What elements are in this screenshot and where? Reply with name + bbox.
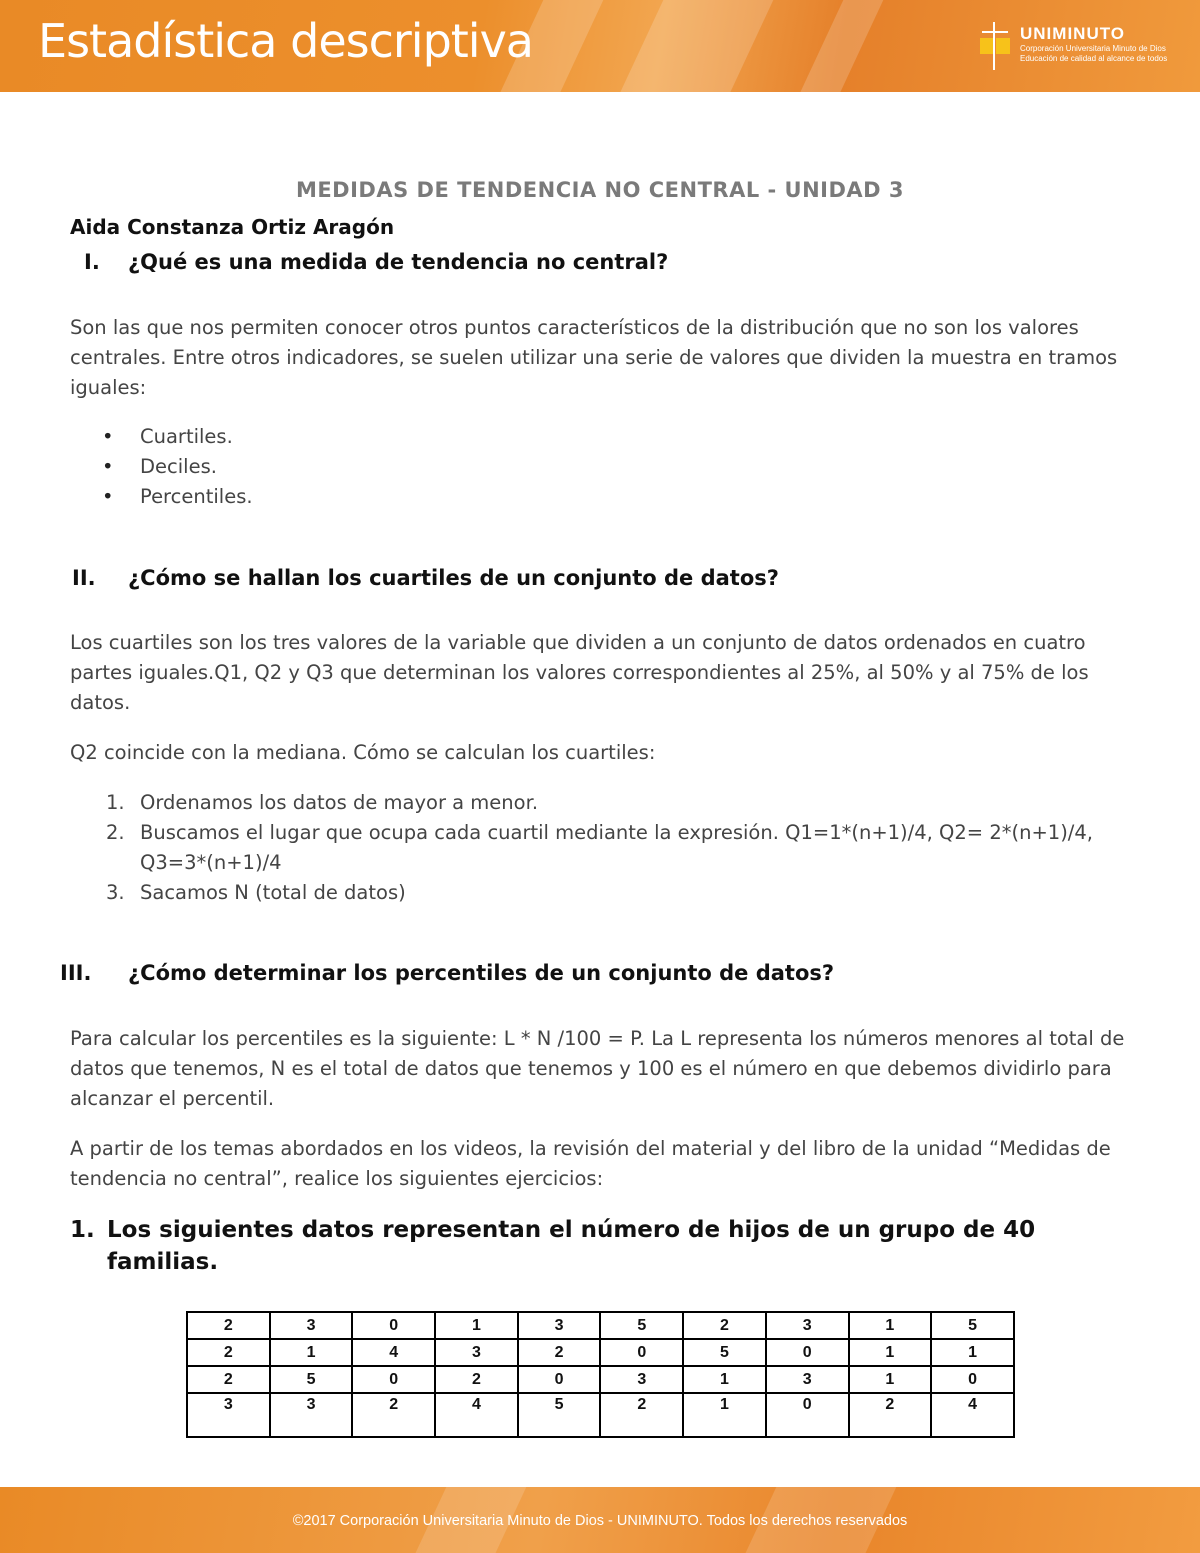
table-cell: 2 xyxy=(683,1312,766,1339)
logo-mark-icon xyxy=(976,20,1016,72)
section-heading-2 xyxy=(72,566,779,590)
section-3-paragraph: A partir de los temas abordados en los videos, la revisión del material y del libro de la unidad “Medidas de tendencia no central”, realice los siguientes ejercicios: xyxy=(70,1137,1111,1190)
list-item: • Percentiles. xyxy=(100,482,253,512)
table-cell: 3 xyxy=(270,1312,353,1339)
section-3-paragraph: Para calcular los percentiles es la siguiente: L * N /100 = P. La L representa los números menores al total de datos que tenemos, N es el total de datos que tenemos y 100 es el número en que debemos dividirlo para alcanzar el percentil. xyxy=(70,1027,1125,1110)
table-cell: 2 xyxy=(600,1393,683,1437)
table-cell: 3 xyxy=(766,1366,849,1393)
section-2-paragraph: Los cuartiles son los tres valores de la variable que dividen a un conjunto de datos ordenados en cuatro partes iguales.Q1, Q2 y Q3 que determinan los valores correspondientes al 25%, al 50% y al 75% de los datos. xyxy=(70,631,1089,714)
table-cell: 0 xyxy=(931,1366,1014,1393)
step-number: 2. xyxy=(106,821,125,844)
table-cell: 5 xyxy=(270,1366,353,1393)
table-body xyxy=(187,1312,1014,1437)
table-cell: 3 xyxy=(766,1312,849,1339)
table-cell: 1 xyxy=(849,1366,932,1393)
step-number: 1. xyxy=(106,791,125,814)
table-cell: 2 xyxy=(435,1366,518,1393)
table-cell: 3 xyxy=(600,1366,683,1393)
table-cell: 2 xyxy=(187,1366,270,1393)
section-heading-1 xyxy=(84,250,668,274)
section-number: II. xyxy=(72,566,96,590)
table-cell: 0 xyxy=(766,1339,849,1366)
list-item xyxy=(100,818,1110,878)
table-cell: 2 xyxy=(187,1312,270,1339)
table-cell: 1 xyxy=(270,1339,353,1366)
author-name: Aida Constanza Ortiz Aragón xyxy=(70,215,395,239)
table-cell: 1 xyxy=(849,1339,932,1366)
logo-name: UNIMINUTO xyxy=(1020,24,1126,43)
section-1-paragraph: Son las que nos permiten conocer otros puntos característicos de la distribución que no son los valores centrales. Entre otros indicadores, se suelen utilizar una serie de valores que dividen la muestra en tramos iguales: xyxy=(70,316,1118,399)
document-title: MEDIDAS DE TENDENCIA NO CENTRAL - UNIDAD 3 xyxy=(295,178,905,202)
step-text: Buscamos el lugar que ocupa cada cuartil mediante la expresión. Q1=1*(n+1)/4, Q2= 2*(n+1)/4, Q3=3*(n+1)/4 xyxy=(140,821,1093,874)
step-number: 3. xyxy=(106,881,125,904)
table-row xyxy=(187,1339,1014,1366)
header-title: Estadística descriptiva xyxy=(38,14,533,68)
list-item: • Deciles. xyxy=(100,452,253,482)
table-row xyxy=(187,1393,1014,1437)
section-number: III. xyxy=(60,961,92,985)
section-question: ¿Cómo se hallan los cuartiles de un conjunto de datos? xyxy=(128,566,779,590)
table-cell: 1 xyxy=(435,1312,518,1339)
section-heading-3 xyxy=(60,961,834,985)
table-cell: 1 xyxy=(683,1366,766,1393)
measures-list xyxy=(100,422,253,512)
exercise-text: Los siguientes datos representan el número de hijos de un grupo de 40 familias. xyxy=(107,1217,1036,1275)
header-stripe xyxy=(787,0,892,92)
table-cell: 1 xyxy=(849,1312,932,1339)
table-cell: 1 xyxy=(931,1339,1014,1366)
logo-subtitle: Corporación Universitaria Minuto de Dios xyxy=(1020,44,1166,53)
table-cell: 3 xyxy=(518,1312,601,1339)
table-cell: 5 xyxy=(931,1312,1014,1339)
quartile-steps xyxy=(100,788,1110,908)
table-cell: 0 xyxy=(352,1312,435,1339)
table-cell: 0 xyxy=(600,1339,683,1366)
table-cell: 5 xyxy=(600,1312,683,1339)
list-item: • Cuartiles. xyxy=(100,422,253,452)
section-question: ¿Qué es una medida de tendencia no central? xyxy=(128,250,669,274)
copyright-text: ©2017 Corporación Universitaria Minuto de Dios - UNIMINUTO. Todos los derechos reservados xyxy=(292,1513,908,1529)
table-row xyxy=(187,1366,1014,1393)
footer-banner xyxy=(0,1487,1200,1553)
table-cell: 4 xyxy=(435,1393,518,1437)
table-cell: 2 xyxy=(849,1393,932,1437)
table-cell: 0 xyxy=(352,1366,435,1393)
exercise-number: 1. xyxy=(70,1217,95,1243)
list-item xyxy=(100,788,1110,818)
table-row xyxy=(187,1312,1014,1339)
exercise-heading xyxy=(70,1214,1070,1278)
header-banner xyxy=(0,0,1200,92)
table-cell: 4 xyxy=(352,1339,435,1366)
header-stripe xyxy=(607,0,782,92)
children-data-table xyxy=(186,1311,1015,1438)
table-cell: 2 xyxy=(518,1339,601,1366)
section-number: I. xyxy=(84,250,100,274)
table-cell: 5 xyxy=(683,1339,766,1366)
uniminuto-logo xyxy=(976,20,1176,76)
logo-tagline: Educación de calidad al alcance de todos xyxy=(1020,54,1168,63)
table-cell: 3 xyxy=(270,1393,353,1437)
table-cell: 2 xyxy=(187,1339,270,1366)
table-cell: 0 xyxy=(518,1366,601,1393)
table-cell: 0 xyxy=(766,1393,849,1437)
list-item xyxy=(100,878,1110,908)
table-cell: 3 xyxy=(187,1393,270,1437)
table-cell: 2 xyxy=(352,1393,435,1437)
table-cell: 3 xyxy=(435,1339,518,1366)
table-cell: 5 xyxy=(518,1393,601,1437)
step-text: Ordenamos los datos de mayor a menor. xyxy=(140,791,539,814)
section-2-paragraph: Q2 coincide con la mediana. Cómo se calculan los cuartiles: xyxy=(70,741,656,764)
section-question: ¿Cómo determinar los percentiles de un conjunto de datos? xyxy=(128,961,835,985)
step-text: Sacamos N (total de datos) xyxy=(140,881,406,904)
table-cell: 1 xyxy=(683,1393,766,1437)
table-cell: 4 xyxy=(931,1393,1014,1437)
